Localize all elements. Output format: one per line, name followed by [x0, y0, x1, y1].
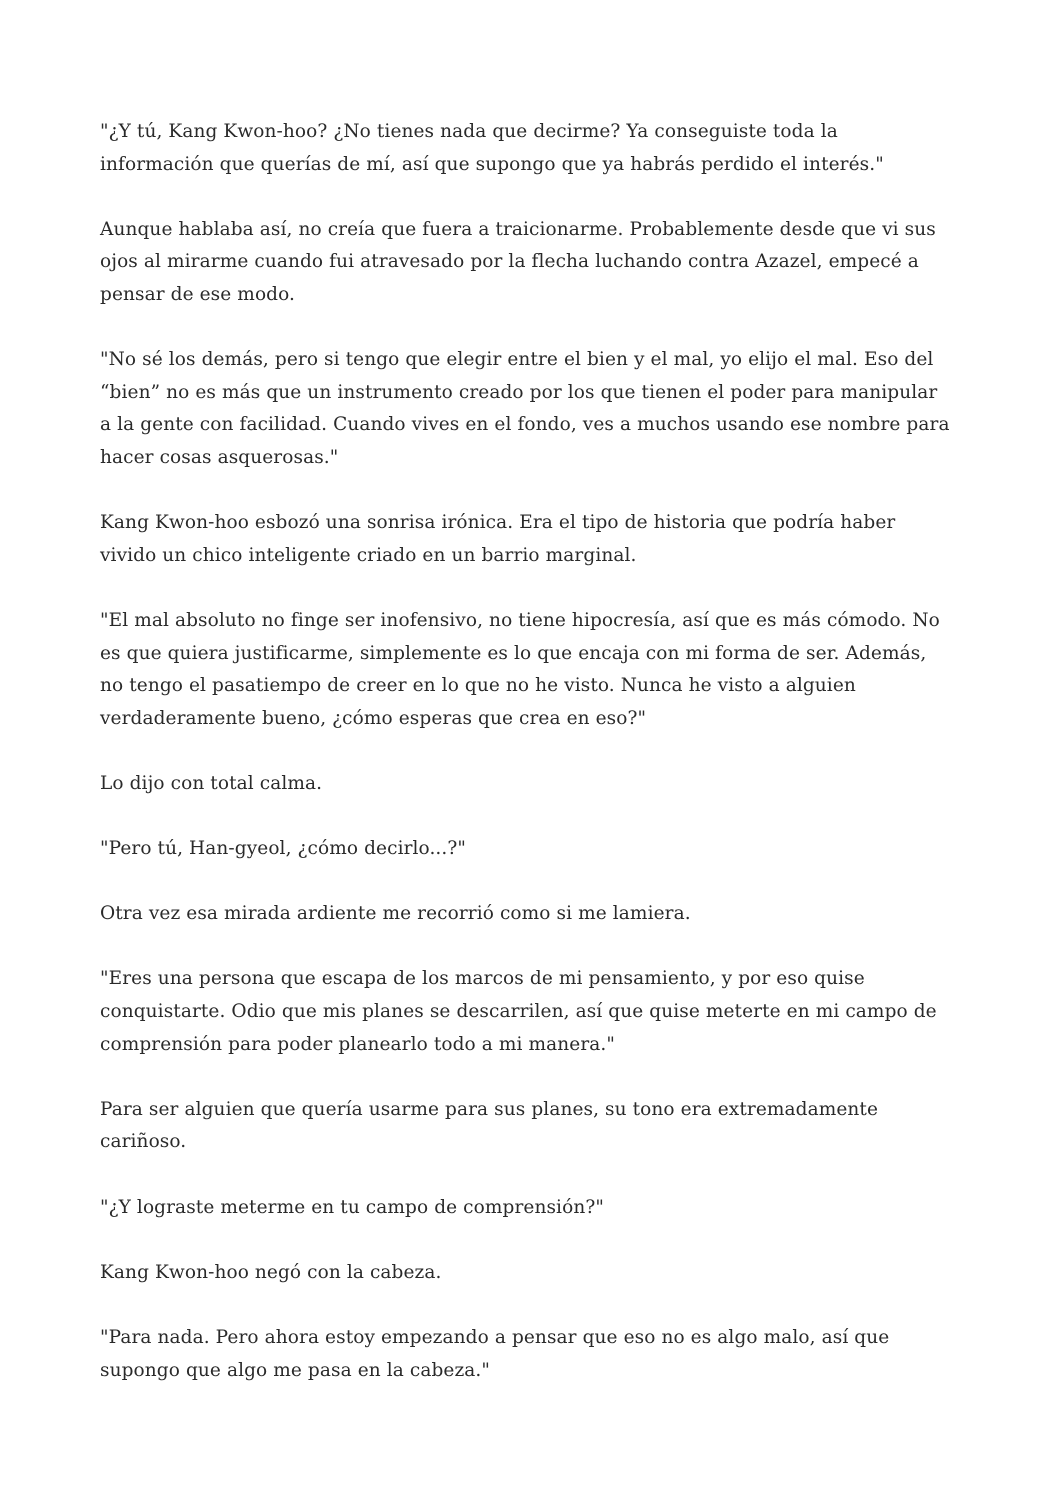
paragraph: "¿Y lograste meterme en tu campo de comprensión?": [100, 1196, 604, 1218]
paragraph: "Para nada. Pero ahora estoy empezando a pensar que eso no es algo malo, así que supongo que algo me pasa en la cabeza.": [100, 1326, 890, 1381]
paragraph: Para ser alguien que quería usarme para sus planes, su tono era extremadamente cariñoso.: [100, 1098, 878, 1153]
text-body: [100, 116, 950, 1387]
paragraph: "¿Y tú, Kang Kwon-hoo? ¿No tienes nada que decirme? Ya conseguiste toda la información que querías de mí, así que supongo que ya habrás perdido el interés.": [100, 121, 884, 175]
paragraph: Aunque hablaba así, no creía que fuera a traicionarme. Probablemente desde que vi sus ojos al mirarme cuando fui atravesado por la flecha luchando contra Azazel, empecé a pensar de ese modo.: [100, 218, 936, 305]
paragraph: Lo dijo con total calma.: [100, 772, 323, 794]
paragraph: "El mal absoluto no finge ser inofensivo, no tiene hipocresía, así que es más cómodo. No es que quiera justificarme, simplemente es lo que encaja con mi forma de ser. Además, no tengo el pasatiempo de creer en lo que no he visto. Nunca he visto a alguien verdaderamente bueno, ¿cómo esperas que crea en eso?": [100, 609, 940, 729]
paragraph: Otra vez esa mirada ardiente me recorrió como si me lamiera.: [100, 903, 691, 925]
paragraph: "Pero tú, Han-gyeol, ¿cómo decirlo...?": [100, 838, 467, 860]
paragraph: Kang Kwon-hoo esbozó una sonrisa irónica. Era el tipo de historia que podría haber vivido un chico inteligente criado en un barrio marginal.: [100, 512, 896, 566]
paragraph: "Eres una persona que escapa de los marcos de mi pensamiento, y por eso quise conquistarte. Odio que mis planes se descarrilen, así que quise meterte en mi campo de comprensión para poder planearlo todo a mi manera.": [100, 968, 937, 1055]
paragraph: "No sé los demás, pero si tengo que elegir entre el bien y el mal, yo elijo el mal. Eso del “bien” no es más que un instrumento creado por los que tienen el poder para manipular a la gente con facilidad. Cuando vives en el fondo, ves a muchos usando ese nombre para hacer cosas asquerosas.": [100, 349, 950, 468]
paragraph: Kang Kwon-hoo negó con la cabeza.: [100, 1261, 442, 1283]
